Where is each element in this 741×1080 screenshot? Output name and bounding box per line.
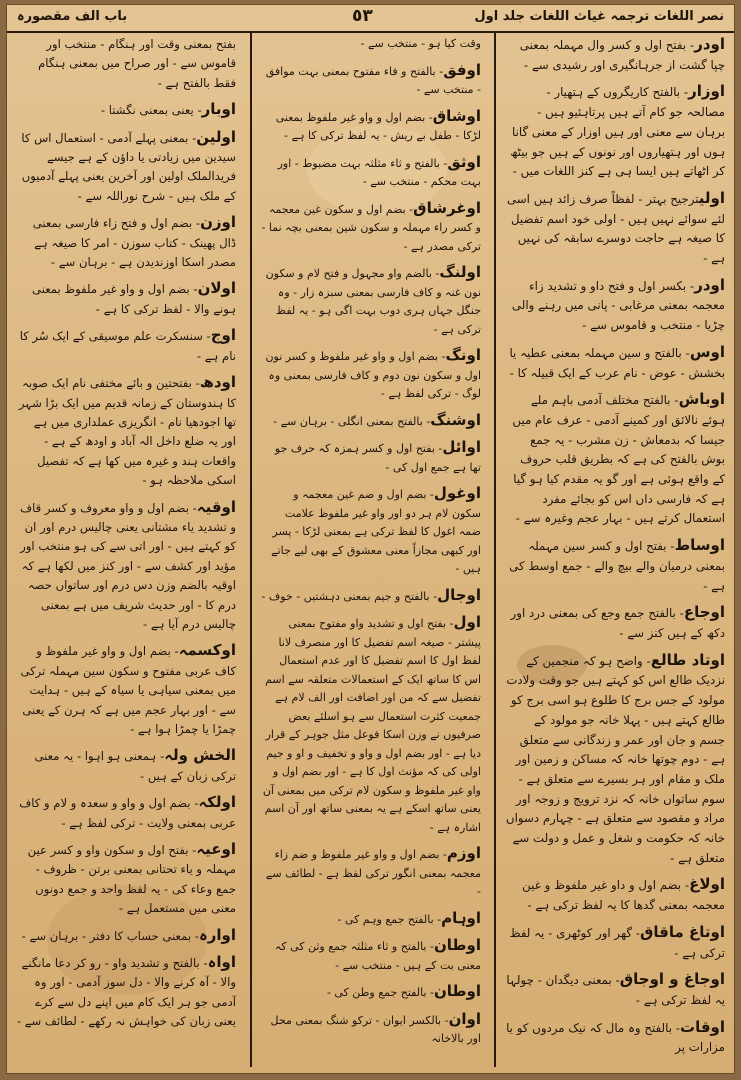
entry-definition: - بضم اول و فتح زاء فارسی بمعنی ڈال پھینک - کتاب سوزن - امر کا صیغہ ہے مصدر اسکا اوزندیدن ہے - برہان سے - (32, 216, 236, 270)
dictionary-entry (261, 982, 481, 1003)
entry-headword: اوزن (200, 213, 236, 232)
entry-definition: - بالفتح جمع وجع کی بمعنی درد اور دکھ کے ہیں کنز سے - (510, 606, 725, 640)
entry-definition: - بالفتح و ثاء مثلثہ جمع وثن کی کہ معنی بت کے ہیں - منتخب سے - (274, 940, 481, 972)
dictionary-entry (261, 936, 481, 975)
entry-definition: - بالفتح جمع وطن کی - (326, 986, 434, 999)
entry-definition: - بکسر اول و فتح داو و تشدید زاء معجمہ بمعنی مرغابی - پانی میں رہنے والی چڑیا - منتخب و قاموس سے - (511, 278, 725, 333)
entry-definition: - بفتح اول و کسر ہمزہ کہ حرف جو تھا ہے جمع اول کی - (274, 442, 481, 474)
dictionary-entry (505, 390, 725, 529)
entry-definition: - بفتحتین و بائے مختفی نام ایک صوبہ کا ہندوستان کے زمانہ قدیم میں ایک بڑا شہر تھا اجودھیا نام - انگریزی عملداری میں ہے اور یہ ضلع داخل الہ آباد و اودھ کے ہے - واقعات ہند و غیرہ میں کھا ہے کہ تفصیل اسکی ملاحظہ ہو - (18, 376, 236, 488)
dictionary-entry (261, 199, 481, 257)
entry-headword: اواہ (207, 953, 236, 972)
dictionary-entry (16, 746, 236, 786)
dictionary-entry (261, 107, 481, 146)
entry-definition: - بالفتح جمع وہم کی - (337, 912, 442, 926)
dictionary-entry (505, 189, 725, 269)
dictionary-entry (505, 536, 725, 596)
entry-headword: اوشنگ (430, 410, 481, 429)
entry-headword: اوطان (433, 982, 481, 1000)
entry-definition: - بفتح اول و کسر سین مہملہ بمعنی درمیان والے بیچ والے - جمع اوسط کی ہے - (509, 539, 725, 593)
entry-headword: اوغرشاق (413, 198, 481, 217)
entry-definition: - بضم اول و واو معروف و کسر قاف و تشدید یاء مشتانی یعنی چالیس درم اور ان کو کہتے ہیں - اور اتی سے کی ہو منتخب اور مؤید اور کشف سے - اور کنز میں لکھا ہے کہ اوقیہ بالضم وزن دس درم اور ساتواں حصہ درم کا - اور حدیث شریف میں ہے بمعنی چالیس درم آیا ہے - (20, 500, 236, 631)
dictionary-entry (261, 411, 481, 432)
entry-definition: - بضم اول و داو غیر ملفوظ و غین معجمہ بمعنی گدھا کا یہ لفظ ترکی ہے - (522, 878, 725, 913)
dictionary-page (6, 4, 735, 1074)
entry-definition: - بالکسر ایوان - ترکو شنگ بمعنی محل اور بالاخانہ (270, 1013, 481, 1045)
entry-headword: اوساط (674, 536, 725, 555)
dictionary-entry (261, 1010, 481, 1049)
dictionary-entry (261, 909, 481, 930)
entry-headword: اوس (689, 342, 725, 361)
entry-headword: اوباش (678, 390, 725, 409)
entry-definition: - بضم اول و سکون غین معجمہ و کسر راء مہملہ و سکون شین بمعنی بچہ نما - ترکی مصدر ہے - (261, 202, 481, 253)
entry-definition: - گھر اور کوٹھری - یہ لفظ ترکی ہے - (509, 925, 725, 960)
text-column-right (500, 35, 730, 1067)
entry-headword: اوقات (680, 1017, 725, 1036)
entry-headword: اوغول (433, 484, 481, 502)
book-title: نصر اللغات ترجمہ غیاث اللغات جلد اول (474, 9, 724, 24)
entry-definition: - بالفتح و فاء مفتوح بمعنی بہت موافق - منتخب سے - (265, 64, 481, 96)
entry-headword: اوتاد طالع (650, 650, 725, 669)
entry-headword: اوقیہ (196, 497, 236, 516)
dictionary-entry (505, 970, 725, 1010)
text-column-middle (256, 35, 486, 1067)
entry-headword: اوزار (688, 82, 725, 101)
column-divider (494, 33, 496, 1067)
entry-definition: - بضم اول و واو و سعدہ و لام و کاف عربی بمعنی ولایت - ترکی لفظ ہے - (19, 796, 236, 830)
dictionary-entry (16, 641, 236, 739)
entry-headword: اوکسمہ (178, 641, 236, 660)
entry-headword: الخش ولہ (164, 746, 236, 765)
entry-headword: اول (453, 613, 481, 631)
dictionary-entry (261, 438, 481, 477)
dictionary-entry (261, 153, 481, 192)
entry-headword: اودھ (199, 373, 236, 392)
entry-definition: - بضم اول و واو غیر ملفوظ بمعنی لڑکا - طفل بے ریش - یہ لفظ ترکی کا ہے - (275, 110, 481, 142)
entry-headword: اوجال (437, 585, 481, 604)
dictionary-entry (261, 484, 481, 579)
section-title: باب الف مقصورہ (17, 9, 128, 24)
entry-definition: - واضح ہو کہ منجمین کے نزدیک طالع اس کو کہتے ہیں جو وقت ولادت مولود کے جس برج کا طلوع ہو اسی برج کو طالع کہتے ہیں - پہلا خانہ جو مولود کے جسم و جان اور عمر و زندگانی سے متعلق ہے - دوم چوتھا خانہ کہ مساکن و زمین اور ملک و مقام اور ہر بسیرے سے متعلق ہے - سوم ساتواں خانہ کہ نزد ترویج و زوجہ اور مراد و مقصود سے متعلق ہے - چہارم دسواں خانہ کہ حکومت و شغل و عمل و دولت سے متعلق ہے - (505, 653, 725, 865)
entry-definition: - سنسکرت علم موسیقی کے ایک سُر کا نام ہے - (19, 329, 236, 363)
dictionary-entry (261, 61, 481, 100)
entry-definition: ترجیح بہتر - لفظاً صرف زائد ہیں اسی لئے سوائے نہیں ہیں - اولی خود اسم تفضیل کا صیغہ ہے حاجت دوسرے سابقہ کی نہیں ہے - (506, 191, 725, 266)
column-divider (250, 33, 252, 1067)
entry-definition: - بضم اول و واو غیر ملفوظ بمعنی ہونے والا - لفظ ترکی کا ہے - (32, 282, 236, 316)
entry-definition: - بمعنی دیگدان - چولہا یہ لفظ ترکی ہے - (506, 973, 725, 1007)
entry-definition: وقت کیا ہو - منتخب سے - (360, 37, 481, 50)
text-column-left (11, 35, 241, 1067)
entry-definition: - بالفتح و ثاء مثلثہ بہت مضبوط - اور بہت محکم - منتخب سے - (277, 156, 481, 188)
dictionary-entry (261, 346, 481, 404)
entry-definition: - بضم اول و واو غیر ملفوظ و ضم زاء معجمہ بمعنی انگور ترکی لفظ ہے - لطائف سے - (265, 848, 481, 898)
entry-headword: اوبار (201, 100, 236, 119)
entry-headword: اوجاغ و اوجاق (619, 970, 725, 989)
dictionary-entry (16, 840, 236, 919)
dictionary-entry (505, 343, 725, 383)
entry-definition: - بفتح اول و تشدید واو مفتوح بمعنی پیشتر - صیغہ اسم تفضیل کا اور منصرف لانا لفظ اول کا اسم تفضیل کا اور عدم استعمال اس کا ساتھ ایک کے استعمالات متعلقہ سے اسم تفضیل سے کہ من اور اضافت اور الف لام ہے جمعیت کثرت استعمال سے ہو اسلئے بعض صرفیوں نے وزن اسکا فوعل مثل جوہر کے قرار دیا ہے - اور بضم اول و واو و تخفیف و او و جیم اولی کی کہ مؤنث اول کا ہے - اور بضم اول و واو غیر ملفوظ و سکون لام ترکی میں بمعنی آن یعنی ساتھ اسکے ہے یہ بمعنی ساتھ اور آن اسم اشارہ ہے - (262, 617, 481, 834)
dictionary-entry (16, 953, 236, 1032)
entry-definition: - بالفتح کاریگروں کے ہتھیار - مصالحہ جو کام آتے ہیں پرتاہئیو ہیں - برہان سے معنی اور ہیں اوزار کے معنی گانا ہوں اور ہتھیاروں اور نونوں کے ہیں جو بیٹھ کر اٹھاتے ہیں ایسا ہی ہے کنز اللغات میں - (510, 85, 725, 179)
dictionary-entry (16, 498, 236, 635)
entry-definition: - یعنی بمعنی نگشتا - (100, 103, 202, 118)
dictionary-entry (261, 35, 481, 54)
dictionary-entry (261, 586, 481, 607)
entry-headword: اوشاق (432, 106, 481, 125)
entry-definition: - بضم اول و واو غیر ملفوظ و کسر نون اول و سکون نون دوم و کاف فارسی بمعنی وہ لوگ - ترکی لفظ ہے - (265, 350, 481, 400)
entry-headword: اوزم (446, 844, 481, 862)
dictionary-entry (16, 326, 236, 366)
entry-definition: - بالفتح بمعنی انگلی - برہان سے - (273, 414, 431, 428)
dictionary-entry (16, 926, 236, 946)
entry-headword: اوعیہ (196, 840, 236, 859)
dictionary-entry (16, 279, 236, 319)
entry-definition: - بالفتح مختلف آدمی باہم ملے ہوئے نالائق اور کمینے آدمی - عرف عام میں جیسا کہ بدمعاش - زن مشرب - یہ جمع بوش بالفتح کی ہے کہ بطریق قلب حروف کے واقع ہوئی ہے اور گو یہ مقدم کیا ہو گیا ہے کہ فارسی داں اس کو بجائے مفرد استعمال کرتے ہیں - بہار عجم وغیرہ سے - (512, 393, 725, 526)
entry-headword: اوان (448, 1009, 481, 1028)
entry-headword: اولنگ (439, 263, 481, 281)
entry-headword: اولی (698, 188, 725, 207)
entry-headword: اودر (694, 275, 725, 294)
dictionary-entry (16, 128, 236, 207)
entry-headword: اوطان (433, 936, 481, 954)
dictionary-entry (505, 276, 725, 336)
dictionary-entry (261, 263, 481, 339)
dictionary-entry (505, 35, 725, 75)
entry-definition: - بالفتح و جیم بمعنی دہشتیں - خوف - (261, 589, 438, 603)
entry-headword: اولکہ (198, 793, 236, 812)
dictionary-entry (505, 82, 725, 182)
page-header (7, 5, 734, 33)
dictionary-entry (16, 35, 236, 93)
entry-definition: - بضم اول و ضم غین معجمہ و سکون لام ہر دو اور واو غیر ملفوظ علامت ضمہ اغول کا لفظ ترکی ہے بمعنی لڑکا - پسر اور کبھی مجازاً معنی معشوق کے بھی لیے جاتے ہیں - (271, 488, 481, 575)
entry-definition: - بالضم واو مجہول و فتح لام و سکون نون غنہ و کاف فارسی بمعنی سبزہ زار - وہ جنگل جہاں ہری دوب بہت اگی ہو - یہ لفظ ترکی ہے - (265, 267, 481, 336)
dictionary-entry (16, 793, 236, 833)
entry-headword: اوفق (443, 60, 481, 79)
dictionary-entry (505, 923, 725, 963)
entry-definition: - بالفتح و تشدید واو - رو کر دعا مانگنے والا - آہ کرنے والا - دل سوز آدمی - اور وہ آدمی جو ہر ایک کام میں اپنے دل سے کرے یعنی زبان کی خواہش نہ رکھے - لطائف سے - (16, 956, 236, 1029)
dictionary-entry (16, 373, 236, 490)
dictionary-entry (16, 100, 236, 120)
entry-definition: - ہمعنی ہو اہوا - یہ معنی ترکی زبان کے ہیں - (34, 749, 236, 783)
dictionary-entry (505, 603, 725, 643)
entry-definition: - بالفتح وہ مال کہ نیک مردوں کو یا مزارات پر (506, 1020, 725, 1055)
entry-headword: اوج (210, 326, 236, 345)
page-number: ٥٣ (352, 6, 373, 26)
entry-definition: - بمعنی حساب کا دفتر - برہان سے - (21, 928, 199, 943)
entry-headword: اوارہ (198, 925, 236, 944)
entry-definition: - بفتح اول و سکون واو و کسر عین مہملہ و یاء تحتانی بمعنی برتن - ظروف - جمع وعاء کی - یہ لفظ واحد و جمع دونوں معنی میں مستعمل ہے - (27, 843, 236, 916)
entry-headword: اولاغ (689, 875, 725, 894)
dictionary-entry (505, 651, 725, 869)
entry-headword: اوثق (447, 152, 481, 171)
dictionary-entry (16, 213, 236, 272)
dictionary-entry (261, 844, 481, 902)
entry-definition: - بضم اول و واو غیر ملفوظ و کاف عربی مفتوح و سکون سین مہملہ ترکی میں بمعنی سیاہی یا سیاہ کے ہیں - ہدایت سے - اور بہار عجم میں ہے کہ ہرن کے یعنی چمڑا یا چمڑا ہوا ہے - (20, 644, 236, 736)
entry-definition: بفتح بمعنی وقت اور ہنگام - منتخب اور قاموس سے - اور صراح میں بمعنی ہنگام فقط بالفتح ہے - (38, 37, 236, 90)
entry-headword: اوجاع (683, 603, 725, 622)
entry-headword: اولین (196, 127, 236, 146)
entry-headword: اوتاغ ماقاق (640, 922, 725, 941)
entry-headword: اوائل (442, 438, 481, 456)
entry-headword: اودر (694, 35, 725, 53)
dictionary-entry (505, 875, 725, 915)
dictionary-entry (261, 613, 481, 837)
dictionary-entry (505, 1018, 725, 1058)
entry-headword: اولان (197, 279, 236, 298)
entry-headword: اوہام (441, 908, 481, 927)
entry-definition: - بفتح اول و کسر وال مہملہ بمعنی چپا گشت از جرہانگیری اور رشیدی سے - (519, 38, 725, 72)
entry-definition: - بمعنی پہلے آدمی - استعمال اس کا سیدین میں زیادتی یا داؤن کے ہے جیسے فریدالملک اولین اور آخرین یعنی پہلے آدمیوں کے ملک ہیں - شرح نوراللہ سے - (21, 130, 236, 203)
entry-headword: اونگ (445, 346, 481, 364)
entry-definition: - بالفتح و سین مہملہ بمعنی عطیہ یا بخشش - عوض - نام عرب کے ایک قبیلہ کا - (509, 345, 725, 380)
